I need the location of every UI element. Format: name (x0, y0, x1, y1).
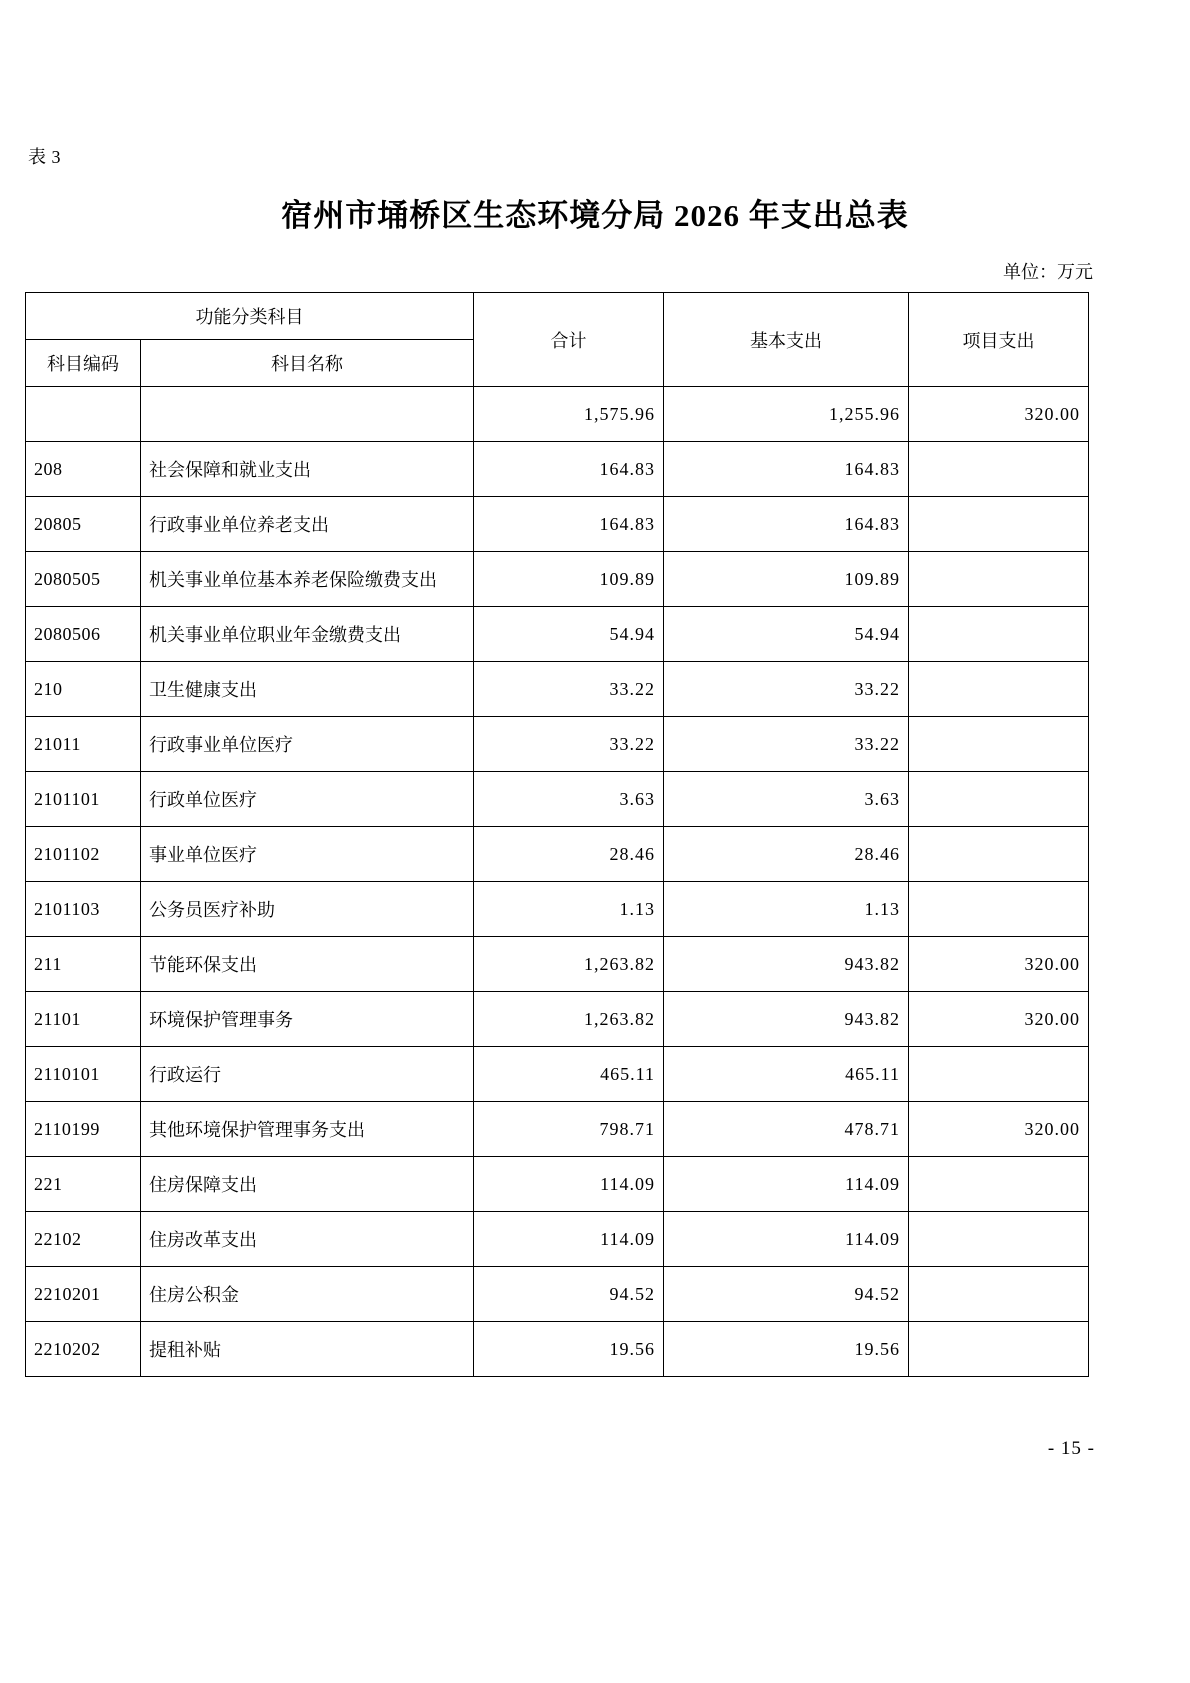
cell-code: 2101103 (26, 882, 141, 937)
cell-total: 164.83 (474, 497, 664, 552)
cell-name: 公务员医疗补助 (141, 882, 474, 937)
cell-basic: 114.09 (664, 1212, 909, 1267)
table-header (26, 293, 1089, 387)
table-row (26, 662, 1089, 717)
cell-total: 33.22 (474, 662, 664, 717)
cell-code: 2210201 (26, 1267, 141, 1322)
table-row (26, 607, 1089, 662)
cell-name: 住房保障支出 (141, 1157, 474, 1212)
cell-total: 109.89 (474, 552, 664, 607)
table-row (26, 1267, 1089, 1322)
cell-project (909, 497, 1089, 552)
cell-code: 2210202 (26, 1322, 141, 1377)
cell-project: 320.00 (909, 1102, 1089, 1157)
cell-basic: 478.71 (664, 1102, 909, 1157)
cell-code: 221 (26, 1157, 141, 1212)
table-row (26, 442, 1089, 497)
cell-project (909, 1157, 1089, 1212)
cell-basic: 109.89 (664, 552, 909, 607)
cell-total: 19.56 (474, 1322, 664, 1377)
cell-basic: 28.46 (664, 827, 909, 882)
cell-code: 2110199 (26, 1102, 141, 1157)
cell-name: 行政事业单位医疗 (141, 717, 474, 772)
cell-basic: 943.82 (664, 937, 909, 992)
cell-code: 2101102 (26, 827, 141, 882)
cell-total: 54.94 (474, 607, 664, 662)
cell-name: 行政事业单位养老支出 (141, 497, 474, 552)
cell-basic: 3.63 (664, 772, 909, 827)
cell-total: 465.11 (474, 1047, 664, 1102)
cell-project (909, 1267, 1089, 1322)
table-row (26, 882, 1089, 937)
header-total: 合计 (474, 293, 664, 387)
table-row (26, 717, 1089, 772)
cell-code: 2110101 (26, 1047, 141, 1102)
cell-project (909, 882, 1089, 937)
cell-name: 住房公积金 (141, 1267, 474, 1322)
cell-name: 住房改革支出 (141, 1212, 474, 1267)
cell-total: 1.13 (474, 882, 664, 937)
cell-basic: 1,255.96 (664, 387, 909, 442)
cell-project (909, 1212, 1089, 1267)
cell-name: 机关事业单位基本养老保险缴费支出 (141, 552, 474, 607)
cell-basic: 465.11 (664, 1047, 909, 1102)
cell-code: 2101101 (26, 772, 141, 827)
cell-code: 2080505 (26, 552, 141, 607)
cell-basic: 164.83 (664, 442, 909, 497)
cell-name: 卫生健康支出 (141, 662, 474, 717)
cell-total: 114.09 (474, 1212, 664, 1267)
cell-code: 21101 (26, 992, 141, 1047)
cell-code (26, 387, 141, 442)
cell-code: 20805 (26, 497, 141, 552)
cell-code: 210 (26, 662, 141, 717)
page-number: - 15 - (1047, 1438, 1095, 1459)
cell-project (909, 662, 1089, 717)
cell-name: 环境保护管理事务 (141, 992, 474, 1047)
cell-name: 事业单位医疗 (141, 827, 474, 882)
cell-project (909, 1322, 1089, 1377)
cell-code: 211 (26, 937, 141, 992)
table-row (26, 387, 1089, 442)
header-function-category-group: 功能分类科目 (26, 293, 474, 340)
table-row (26, 1157, 1089, 1212)
cell-name: 社会保障和就业支出 (141, 442, 474, 497)
table-row (26, 552, 1089, 607)
cell-name: 机关事业单位职业年金缴费支出 (141, 607, 474, 662)
cell-project (909, 717, 1089, 772)
cell-total: 114.09 (474, 1157, 664, 1212)
table-row (26, 1047, 1089, 1102)
cell-basic: 1.13 (664, 882, 909, 937)
cell-total: 798.71 (474, 1102, 664, 1157)
cell-project (909, 607, 1089, 662)
expenditure-summary-table (25, 292, 1089, 1377)
cell-project (909, 827, 1089, 882)
table-row (26, 827, 1089, 882)
table-row (26, 937, 1089, 992)
cell-code: 22102 (26, 1212, 141, 1267)
table-row (26, 1102, 1089, 1157)
cell-project (909, 1047, 1089, 1102)
cell-name: 行政运行 (141, 1047, 474, 1102)
table-label: 表 3 (28, 147, 61, 167)
cell-code: 2080506 (26, 607, 141, 662)
cell-basic: 19.56 (664, 1322, 909, 1377)
cell-basic: 94.52 (664, 1267, 909, 1322)
cell-project (909, 772, 1089, 827)
cell-basic: 943.82 (664, 992, 909, 1047)
table-row (26, 1322, 1089, 1377)
cell-total: 164.83 (474, 442, 664, 497)
cell-total: 94.52 (474, 1267, 664, 1322)
cell-name: 行政单位医疗 (141, 772, 474, 827)
cell-total: 3.63 (474, 772, 664, 827)
cell-total: 1,263.82 (474, 937, 664, 992)
cell-total: 1,575.96 (474, 387, 664, 442)
cell-basic: 33.22 (664, 717, 909, 772)
header-subject-name: 科目名称 (141, 340, 474, 387)
cell-project: 320.00 (909, 992, 1089, 1047)
cell-basic: 54.94 (664, 607, 909, 662)
cell-total: 33.22 (474, 717, 664, 772)
cell-code: 21011 (26, 717, 141, 772)
table-row (26, 1212, 1089, 1267)
cell-basic: 164.83 (664, 497, 909, 552)
cell-basic: 33.22 (664, 662, 909, 717)
unit-note: 单位：万元 (1003, 262, 1093, 282)
header-subject-code: 科目编码 (26, 340, 141, 387)
cell-project: 320.00 (909, 387, 1089, 442)
header-basic-expenditure: 基本支出 (664, 293, 909, 387)
cell-total: 28.46 (474, 827, 664, 882)
cell-name: 提租补贴 (141, 1322, 474, 1377)
cell-total: 1,263.82 (474, 992, 664, 1047)
table-row (26, 772, 1089, 827)
cell-basic: 114.09 (664, 1157, 909, 1212)
cell-project: 320.00 (909, 937, 1089, 992)
table-body (26, 387, 1089, 1377)
cell-project (909, 552, 1089, 607)
cell-name: 其他环境保护管理事务支出 (141, 1102, 474, 1157)
cell-project (909, 442, 1089, 497)
cell-name (141, 387, 474, 442)
header-project-expenditure: 项目支出 (909, 293, 1089, 387)
cell-name: 节能环保支出 (141, 937, 474, 992)
page-title: 宿州市埇桥区生态环境分局 2026 年支出总表 (281, 198, 909, 233)
cell-code: 208 (26, 442, 141, 497)
table-row (26, 992, 1089, 1047)
table-row (26, 497, 1089, 552)
